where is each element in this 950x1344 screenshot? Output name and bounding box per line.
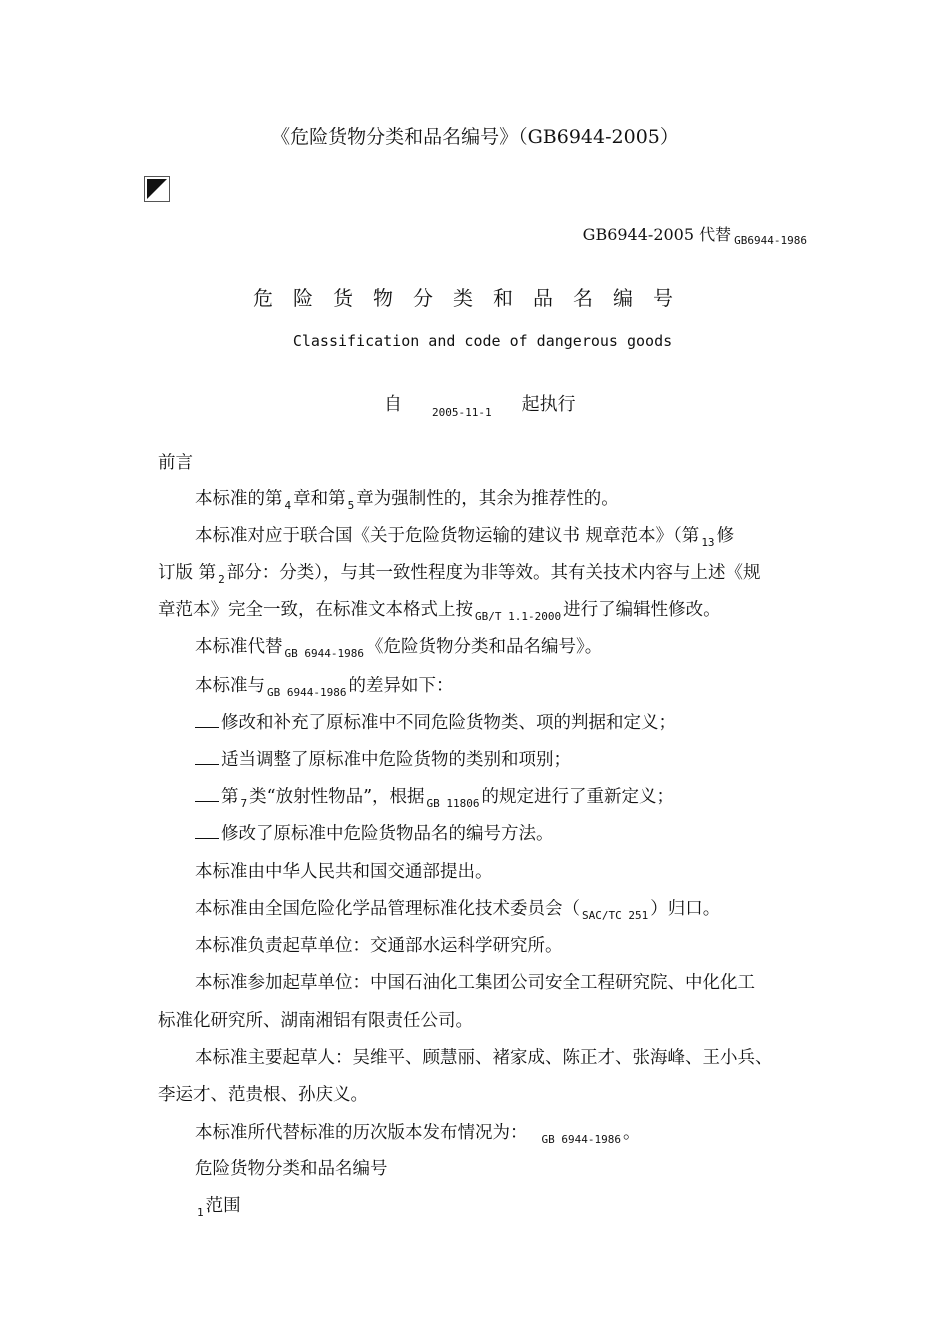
text: 订版 第 bbox=[158, 563, 217, 583]
section-number: 1 bbox=[197, 1206, 204, 1219]
text: 本标准对应于联合国《关于危险货物运输的建议书 规章范本》（第 bbox=[195, 526, 700, 546]
text: 4 bbox=[284, 499, 292, 512]
standard-title-cn: 危险货物分类和品名编号 bbox=[253, 286, 693, 310]
section-heading bbox=[195, 1195, 241, 1224]
text: 本标准与 bbox=[195, 676, 265, 696]
body-title: 危险货物分类和品名编号 bbox=[195, 1159, 388, 1179]
text: 适当调整了原标准中危险货物的类别和项别； bbox=[221, 750, 571, 770]
foreword-paragraph bbox=[195, 675, 453, 704]
foreword-paragraph: 标准化研究所、湖南湘铝有限责任公司。 bbox=[158, 1011, 473, 1031]
effective-date: 2005-11-1 bbox=[432, 406, 492, 419]
text: 第 bbox=[221, 787, 239, 807]
standard-title-en: Classification and code of dangerous goods bbox=[292, 332, 673, 350]
section-title: 范围 bbox=[205, 1196, 241, 1216]
text: GB 6944-1986 bbox=[284, 647, 364, 660]
effective-suffix: 起执行 bbox=[521, 394, 576, 415]
diff-item bbox=[195, 823, 554, 845]
text: 修改了原标准中危险货物品名的编号方法。 bbox=[221, 824, 554, 844]
diff-item bbox=[195, 786, 674, 815]
text: 本标准的第 bbox=[195, 489, 283, 509]
diff-item bbox=[195, 712, 676, 734]
foreword-paragraph bbox=[195, 488, 619, 517]
foreword-paragraph bbox=[195, 898, 720, 927]
replaces-line bbox=[583, 222, 807, 247]
foreword-paragraph bbox=[195, 1122, 640, 1151]
text: GB 6944-1986 bbox=[267, 686, 347, 699]
text: 本标准代替 bbox=[195, 637, 283, 657]
effective-date-line bbox=[384, 390, 576, 419]
text: 。 bbox=[622, 1123, 641, 1143]
text: 修改和补充了原标准中不同危险货物类、项的判据和定义； bbox=[221, 713, 676, 733]
text: 的规定进行了重新定义； bbox=[481, 787, 675, 807]
text: ）归口。 bbox=[650, 899, 721, 919]
foreword-paragraph bbox=[158, 562, 760, 591]
page-corner-icon bbox=[144, 176, 170, 202]
foreword-paragraph: 李运才、范贵根、孙庆义。 bbox=[158, 1085, 368, 1105]
effective-prefix: 自 bbox=[384, 394, 402, 415]
text: 本标准由全国危险化学品管理标准化技术委员会（ bbox=[195, 899, 580, 919]
diff-item bbox=[195, 749, 571, 771]
foreword-heading: 前言 bbox=[158, 453, 193, 473]
text: GB/T 1.1-2000 bbox=[475, 610, 562, 623]
replaces-sub: GB6944-1986 bbox=[734, 234, 807, 247]
text: 章和第 bbox=[293, 489, 346, 509]
foreword-paragraph bbox=[158, 599, 721, 628]
document-title: 《危险货物分类和品名编号》（GB6944-2005） bbox=[271, 126, 679, 148]
dash-bullet bbox=[195, 789, 219, 802]
text: 进行了编辑性修改。 bbox=[563, 600, 721, 620]
text: 章范本》完全一致，在标准文本格式上按 bbox=[158, 600, 473, 620]
text: 《危险货物分类和品名编号》。 bbox=[365, 637, 603, 657]
text: 7 bbox=[240, 797, 248, 810]
text: GB 6944-1986 bbox=[541, 1133, 621, 1146]
text: 修 bbox=[716, 526, 735, 546]
foreword-paragraph bbox=[195, 636, 602, 665]
dash-bullet bbox=[195, 752, 219, 765]
replaces-main: GB6944-2005 代替 bbox=[582, 225, 732, 244]
dash-bullet bbox=[195, 715, 219, 728]
text: 章为强制性的，其余为推荐性的。 bbox=[356, 489, 619, 509]
text: 的差异如下： bbox=[348, 676, 454, 696]
text: 类“放射性物品”，根据 bbox=[249, 787, 425, 807]
foreword-paragraph: 本标准参加起草单位：中国石油化工集团公司安全工程研究院、中化化工 bbox=[195, 973, 755, 993]
foreword-paragraph bbox=[195, 525, 734, 554]
text: 本标准所代替标准的历次版本发布情况为： bbox=[195, 1123, 528, 1143]
text: 13 bbox=[701, 536, 715, 549]
text: 2 bbox=[218, 573, 225, 586]
foreword-paragraph: 本标准主要起草人：吴维平、顾慧丽、褚家成、陈正才、张海峰、王小兵、 bbox=[195, 1048, 773, 1068]
dash-bullet bbox=[195, 826, 219, 839]
text: GB 11806 bbox=[426, 797, 480, 810]
foreword-paragraph: 本标准负责起草单位：交通部水运科学研究所。 bbox=[195, 936, 563, 956]
text: 部分：分类），与其一致性程度为非等效。其有关技术内容与上述《规 bbox=[226, 563, 761, 583]
text: SAC/TC 251 bbox=[582, 909, 649, 922]
foreword-paragraph: 本标准由中华人民共和国交通部提出。 bbox=[195, 862, 493, 882]
text: 5 bbox=[347, 499, 355, 512]
